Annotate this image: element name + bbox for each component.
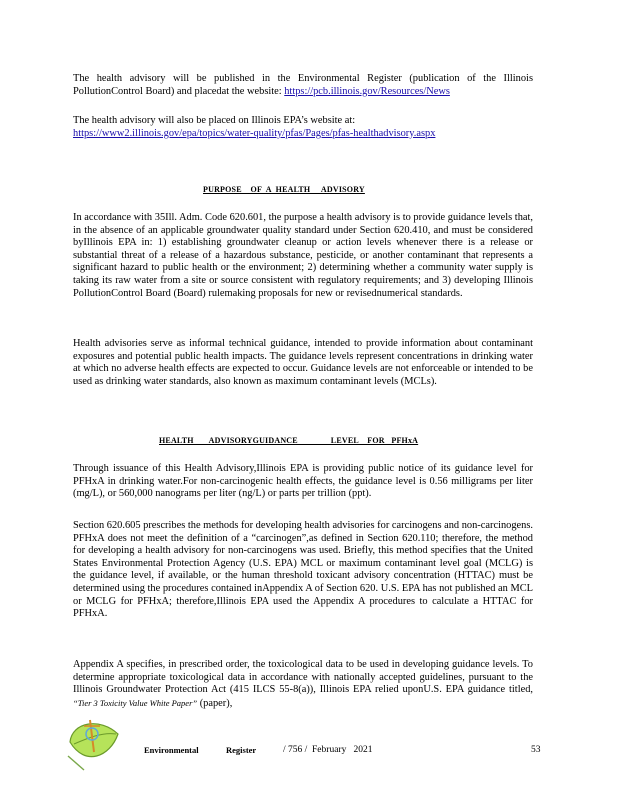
- guidance-level-paragraph: Through issuance of this Health Advisory,Illinois EPA is providing public notice of its guidance level for PFHxA in drinking water.For non-carcinogenic health effects, the guidance level is 0.56 milligrams per liter (mg/L), or 560,000 nanograms per liter (ng/L) or parts per trillion (ppt).: [73, 463, 533, 500]
- epa-pfas-link[interactable]: https://www2.illinois.gov/epa/topics/water-quality/pfas/Pages/pfas-healthadvisory.aspx: [73, 127, 436, 139]
- website-text: The health advisory will also be placed on Illinois EPA’s website at:: [73, 115, 356, 126]
- environmental-register-logo: [60, 712, 126, 772]
- footer-register: Register: [226, 745, 257, 755]
- guidance-level-heading: HEALTH ADVISORYGUIDANCE LEVEL FOR PFHxA: [159, 436, 419, 445]
- footer-environmental: Environmental: [144, 745, 199, 755]
- page-number: 53: [531, 745, 541, 755]
- white-paper-title: “Tier 3 Toxicity Value White Paper”: [73, 697, 198, 708]
- methods-paragraph: Section 620.605 prescribes the methods for developing health advisories for carcinogens and non-carcinogens. PFHxA does not meet the definition of a “carcinogen”,as defined in Section 620.110; therefore, the method for developing a health advisory for non-carcinogens was used. Briefly, this method specifies that the United States Environmental Protection Agency (U.S. EPA) MCL or maximum contaminant level goal (MCLG) is the guidance level, if available, or the human threshold toxicant advisory concentration (HTTAC) must be determined using the procedures contained inAppendix A of Section 620. U.S. EPA has not published an MCL or MCLG for PFHxA; therefore,Illinois EPA used the Appendix A procedures to calculate a HTTAC for PFHxA.: [73, 520, 533, 620]
- footer-issue: / 756 / February 2021: [283, 745, 373, 755]
- pcb-news-link[interactable]: https://pcb.illinois.gov/Resources/News: [284, 85, 450, 97]
- publication-text: The health advisory will be published in the Environmental Register (publication of the Illinois PollutionControl Board) and placedat the website:: [73, 73, 533, 97]
- purpose-heading: PURPOSE OF A HEALTH ADVISORY: [203, 185, 365, 194]
- purpose-paragraph: In accordance with 35Ill. Adm. Code 620.601, the purpose a health advisory is to provide guidance levels that, in the absence of an applicable groundwater quality standard under Section 620.410, and must be considered byIllinois EPA in: 1) establishing groundwater cleanup or action levels whenever there is a release or substantial threat of a release of a hazardous substance, pesticide, or another contaminant that represents a significant hazard to public health or the environment; 2) determining whether a community water supply is taking its raw water from a site or source consistent with regulatory requirements; and 3) developing Illinois PollutionControl Board (Board) rulemaking proposals for new or revisednumerical standards.: [73, 212, 533, 299]
- health-advisories-paragraph: Health advisories serve as informal technical guidance, intended to provide information about contaminant exposures and potential public health impacts. The guidance levels represent concentrations in drinking water at which no adverse health effects are expected to occur. Guidance levels are not enforceable or intended to be used as drinking water standards, also known as maximum contaminant levels (MCLs).: [73, 338, 533, 387]
- appendix-text: Appendix A specifies, in prescribed order, the toxicological data to be used in developing guidance levels. To determine appropriate toxicological data in accordance with nationally accepted guidelines, pursuant to the Illinois Groundwater Protection Act (415 ILCS 55-8(a)), Illinois EPA relied uponU.S. EPA guidance titled,: [73, 659, 533, 696]
- publication-paragraph: [73, 73, 533, 98]
- appendix-tail: (paper),: [197, 697, 233, 709]
- website-paragraph: [73, 115, 533, 140]
- appendix-paragraph: [73, 659, 533, 710]
